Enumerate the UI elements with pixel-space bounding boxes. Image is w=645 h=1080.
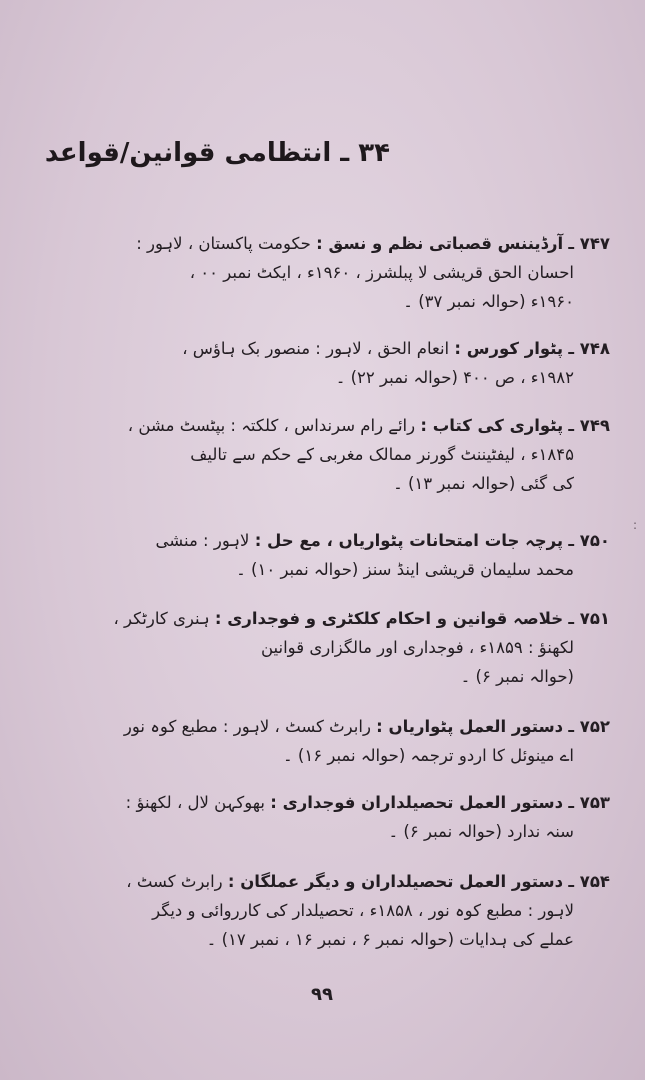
entry-text: انعام الحق ، لاہور : منصور بک ہاؤس ، [182,339,450,358]
entry-text: (حوالہ نمبر ۶) ۔ [460,667,574,686]
entry-title: دستور العمل پٹواریاں : [376,717,564,736]
entry-text: کی گئی (حوالہ نمبر ۱۳) ۔ [393,474,574,493]
entry-text: سنہ ندارد (حوالہ نمبر ۶) ۔ [388,822,574,841]
bibliography-entry-753 [70,788,610,846]
entry-text: رائے رام سرنداس ، کلکتہ : بپٹسٹ مشن ، [127,416,416,435]
entry-text: رابرٹ کسٹ ، [126,872,223,891]
entry-text: ہنری کارٹکر ، [113,609,210,628]
entry-number: ۷۴۷ ـ [568,234,610,253]
entry-title: خلاصہ قوانین و احکام کلکٹری و فوجداری : [214,609,564,628]
entry-number: ۷۵۰ ـ [568,531,610,550]
entry-title: پٹواری کی کتاب : [420,416,564,435]
entry-text: ۱۹۸۲ء ، ص ۴۰۰ (حوالہ نمبر ۲۲) ۔ [335,368,574,387]
bibliography-entry-752 [70,712,610,770]
entry-number: ۷۴۸ ـ [568,339,610,358]
entry-title: دستور العمل تحصیلداران و دیگر عملگان : [227,872,564,891]
entry-number: ۷۵۳ ـ [568,793,610,812]
entry-title: آرڈیننس قصباتی نظم و نسق : [316,234,564,253]
entry-number: ۷۴۹ ـ [568,416,610,435]
bibliography-entry-747 [70,229,610,316]
entry-text: محمد سلیمان قریشی اینڈ سنز (حوالہ نمبر ۱۰) ۔ [236,560,574,579]
entry-text: احسان الحق قریشی لا پبلشرز ، ۱۹۶۰ء ، ایکٹ نمبر ۰۰ ، [189,263,574,282]
bibliography-entry-754 [70,867,610,954]
bibliography-entry-750 [70,526,610,584]
entry-number: ۷۵۱ ـ [568,609,610,628]
entry-text: حکومت پاکستان ، لاہور : [136,234,311,253]
bibliography-entry-751 [70,604,610,691]
entry-title: پرچہ جات امتحانات پٹواریاں ، مع حل : [254,531,564,550]
entry-title: دستور العمل تحصیلداران فوجداری : [270,793,564,812]
entry-text: بھوکہن لال ، لکھنؤ : [125,793,265,812]
section-heading: ۳۴ ـ انتظامی قوانین/قواعد [44,138,390,168]
entry-text: عملے کی ہدایات (حوالہ نمبر ۶ ، نمبر ۱۶ ، نمبر ۱۷) ۔ [206,930,574,949]
entry-text: اے مینوئل کا اردو ترجمہ (حوالہ نمبر ۱۶) ۔ [283,746,574,765]
entry-text: لاہور : مطبع کوہ نور ، ۱۸۵۸ء ، تحصیلدار کی کارروائی و دیگر [152,901,574,920]
entry-text: لکھنؤ : ۱۸۵۹ء ، فوجداری اور مالگزاری قوانین [260,638,574,657]
bibliography-entry-748 [70,334,610,392]
entry-text: ۱۹۶۰ء (حوالہ نمبر ۳۷) ۔ [403,292,574,311]
entry-text: لاہور : منشی [155,531,250,550]
entry-text: ۱۸۴۵ء ، لیفٹیننٹ گورنر ممالک مغربی کے حکم سے تالیف [190,445,574,464]
page-number: ۹۹ [311,984,333,1005]
entry-number: ۷۵۲ ـ [568,717,610,736]
entry-number: ۷۵۴ ـ [568,872,610,891]
entry-text: رابرٹ کسٹ ، لاہور : مطبع کوہ نور [123,717,371,736]
margin-mark: : [633,518,638,532]
bibliography-entry-749 [70,411,610,498]
entry-title: پٹوار کورس : [454,339,564,358]
